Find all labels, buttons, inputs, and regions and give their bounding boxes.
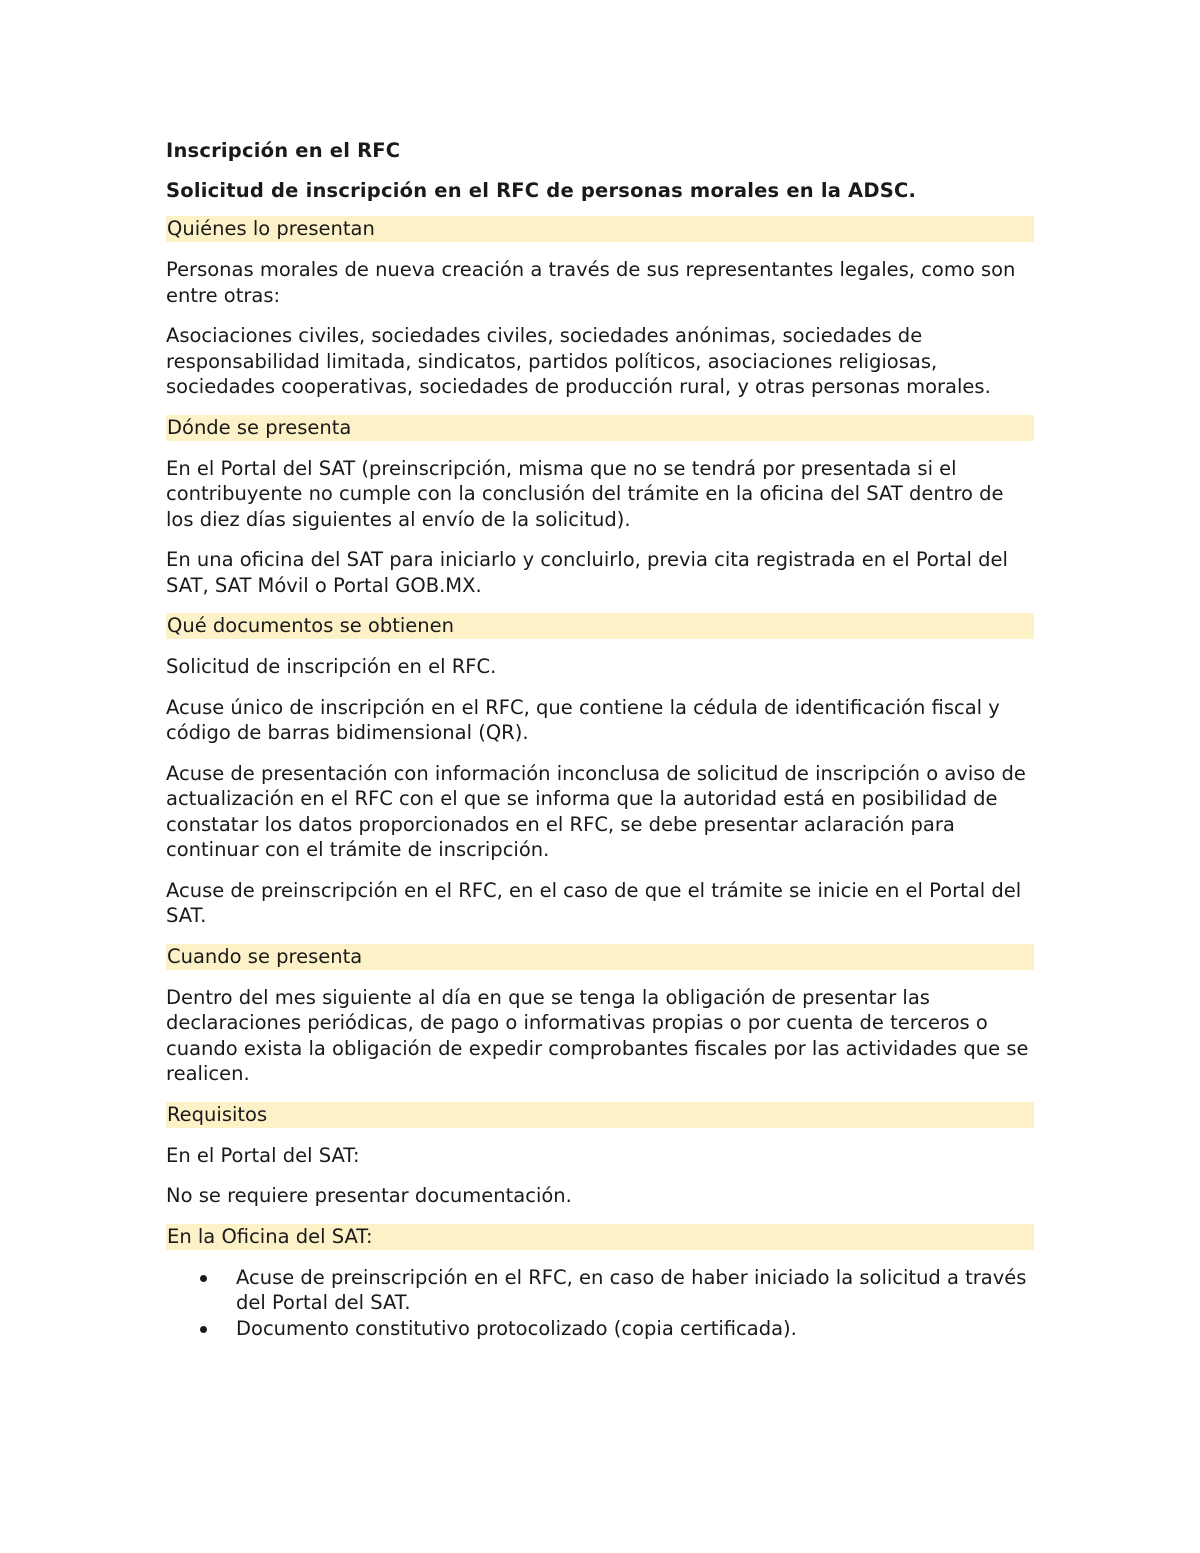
section-heading-quienes: Quiénes lo presentan	[166, 216, 1034, 242]
paragraph: No se requiere presentar documentación.	[166, 1184, 572, 1207]
paragraph: Acuse de preinscripción en el RFC, en el caso de que el trámite se inicie en el Portal del SAT.	[166, 878, 1022, 927]
document-subtitle: Solicitud de inscripción en el RFC de personas morales en la ADSC.	[166, 178, 917, 202]
paragraph: En el Portal del SAT:	[166, 1143, 360, 1167]
section-heading-cuando: Cuando se presenta	[166, 944, 1034, 970]
paragraph: En una oficina del SAT para iniciarlo y concluirlo, previa cita registrada en el Portal del SAT, SAT Móvil o Portal GOB.MX.	[166, 548, 1008, 597]
section-heading-oficina: En la Oficina del SAT:	[166, 1224, 1034, 1250]
paragraph: Solicitud de inscripción en el RFC.	[166, 655, 497, 678]
section-heading-donde: Dónde se presenta	[166, 415, 1034, 441]
document-page	[166, 138, 1034, 1341]
paragraph: Dentro del mes siguiente al día en que se tenga la obligación de presentar las declaraciones periódicas, de pago o informativas propias o por cuenta de terceros o cuando exista la obligación de expedir comprobantes fiscales por las actividades que se realicen.	[166, 985, 1029, 1085]
bullet-icon	[200, 1326, 207, 1333]
paragraph: En el Portal del SAT (preinscripción, misma que no se tendrá por presentada si el contribuyente no cumple con la conclusión del trámite en la oficina del SAT dentro de los diez días siguientes al envío de la solicitud).	[166, 456, 1004, 531]
section-heading-documentos: Qué documentos se obtienen	[166, 613, 1034, 639]
requirements-list	[166, 1265, 1034, 1342]
paragraph: Asociaciones civiles, sociedades civiles, sociedades anónimas, sociedades de responsabilidad limitada, sindicatos, partidos políticos, asociaciones religiosas, sociedades cooperativas, sociedades de producción rural, y otras personas morales.	[166, 324, 991, 398]
paragraph: Acuse único de inscripción en el RFC, que contiene la cédula de identificación fiscal y código de barras bidimensional (QR).	[166, 695, 1000, 744]
list-item	[166, 1316, 1034, 1342]
list-item-text: Acuse de preinscripción en el RFC, en caso de haber iniciado la solicitud a través del Portal del SAT.	[236, 1265, 1027, 1314]
paragraph: Acuse de presentación con información inconclusa de solicitud de inscripción o aviso de actualización en el RFC con el que se informa que la autoridad está en posibilidad de constatar los datos proporcionados en el RFC, se debe presentar aclaración para continuar con el trámite de inscripción.	[166, 761, 1026, 861]
list-item	[166, 1265, 1034, 1316]
list-item-text: Documento constitutivo protocolizado (copia certificada).	[236, 1316, 797, 1340]
paragraph: Personas morales de nueva creación a través de sus representantes legales, como son entre otras:	[166, 258, 1016, 307]
section-heading-requisitos: Requisitos	[166, 1102, 1034, 1128]
bullet-icon	[200, 1275, 207, 1282]
document-title: Inscripción en el RFC	[166, 139, 401, 162]
